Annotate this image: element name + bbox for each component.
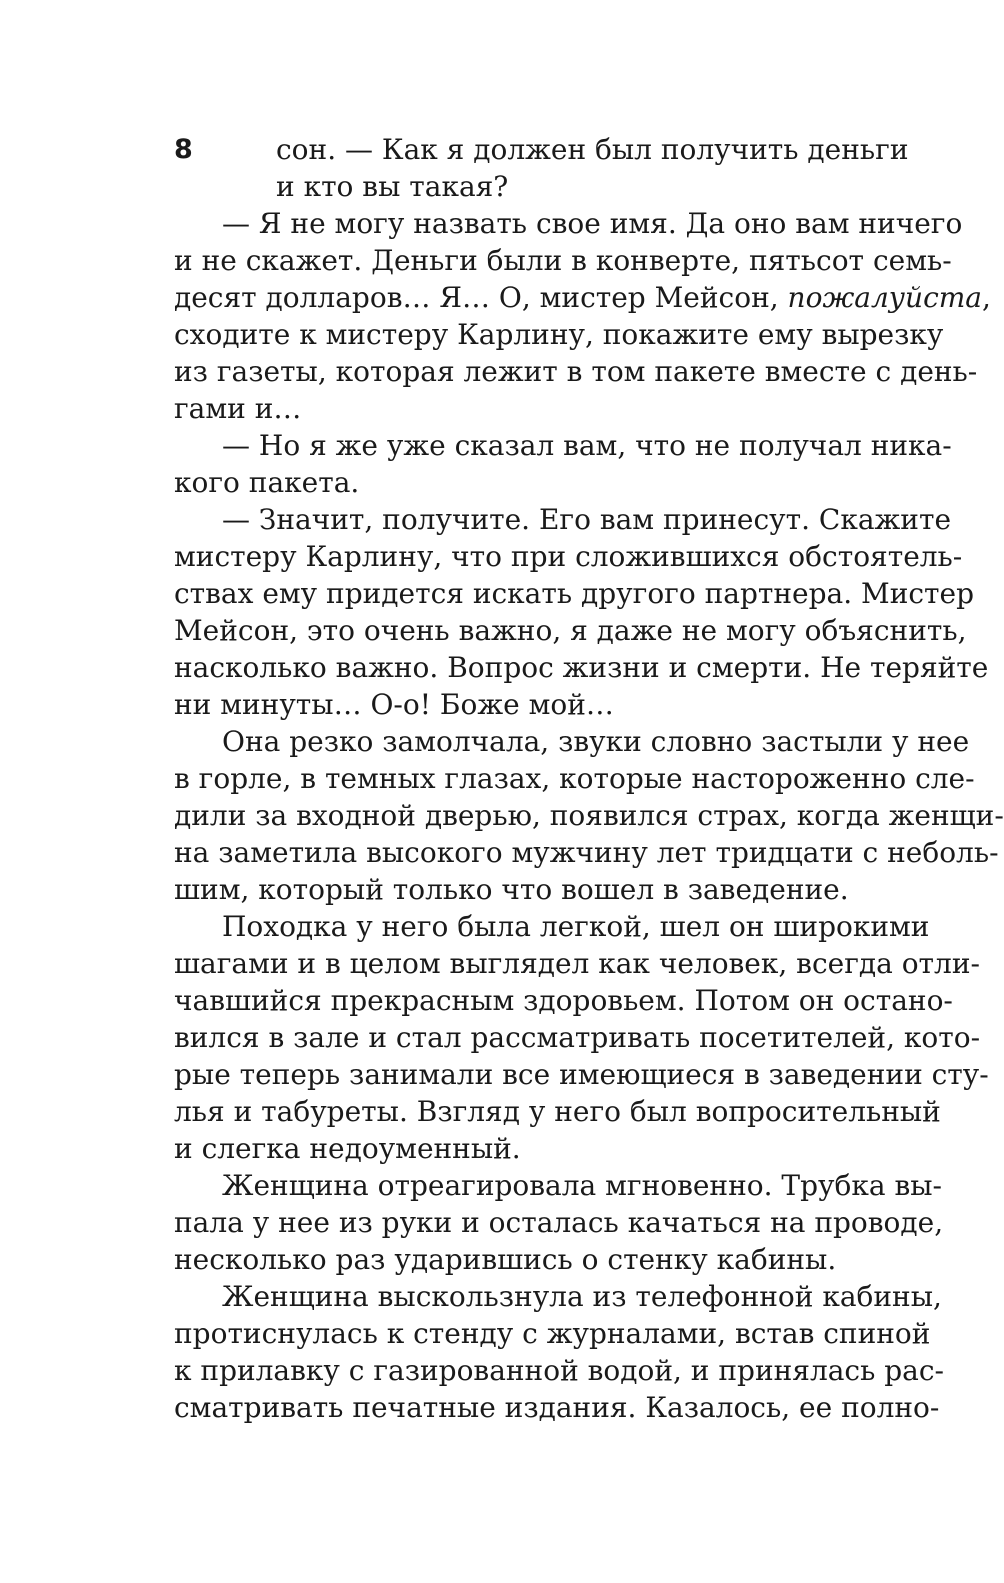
text-line: — Я не могу назвать свое имя. Да оно вам ничего	[222, 207, 963, 240]
text-line: ствах ему придется искать другого партнера. Мистер	[174, 577, 975, 610]
text-line: Мейсон, это очень важно, я даже не могу объяснить,	[174, 614, 967, 647]
text-line: шагами и в целом выглядел как человек, всегда отли-	[174, 947, 980, 980]
text-line: Женщина отреагировала мгновенно. Трубка вы-	[222, 1169, 942, 1202]
text-line: Она резко замолчала, звуки словно застыли у нее	[222, 725, 970, 758]
emphasis-word: пожалуйста	[787, 281, 982, 314]
text-line: из газеты, которая лежит в том пакете вместе с день-	[174, 355, 978, 388]
text-line: к прилавку с газированной водой, и принялась рас-	[174, 1354, 945, 1387]
text-line: мистеру Карлину, что при сложившихся обстоятель-	[174, 540, 963, 573]
text-line: Женщина выскользнула из телефонной кабины,	[222, 1280, 942, 1313]
text-line: Походка у него была легкой, шел он широкими	[222, 910, 930, 943]
text-line: — Но я же уже сказал вам, что не получал ника-	[222, 429, 952, 462]
text-line: дили за входной дверью, появился страх, когда женщи-	[174, 799, 1004, 832]
text-line: в горле, в темных глазах, которые настороженно сле-	[174, 762, 975, 795]
text-line: несколько раз ударившись о стенку кабины.	[174, 1243, 837, 1276]
text-line: и кто вы такая?	[276, 170, 509, 203]
text-line: сходите к мистеру Карлину, покажите ему вырезку	[174, 318, 944, 351]
text-line: сматривать печатные издания. Казалось, ее полно-	[174, 1391, 940, 1424]
text-line: чавшийся прекрасным здоровьем. Потом он остано-	[174, 984, 953, 1017]
text-line: гами и…	[174, 392, 302, 425]
page-number: 8	[174, 134, 193, 165]
text-line	[174, 280, 991, 316]
text-line: насколько важно. Вопрос жизни и смерти. Не теряйте	[174, 651, 989, 684]
text-line: сон. — Как я должен был получить деньги	[276, 133, 909, 166]
text-segment: ,	[982, 281, 991, 314]
text-line: — Значит, получите. Его вам принесут. Скажите	[222, 503, 952, 536]
text-segment: десят долларов… Я… О, мистер Мейсон,	[174, 281, 788, 314]
text-line: кого пакета.	[174, 466, 360, 499]
text-line: на заметила высокого мужчину лет тридцати с неболь-	[174, 836, 999, 869]
text-line: рые теперь занимали все имеющиеся в заведении сту-	[174, 1058, 989, 1091]
text-line: вился в зале и стал рассматривать посетителей, кото-	[174, 1021, 981, 1054]
text-line: и не скажет. Деньги были в конверте, пятьсот семь-	[174, 244, 952, 277]
text-line: пала у нее из руки и осталась качаться на проводе,	[174, 1206, 944, 1239]
text-line: шим, который только что вошел в заведение.	[174, 873, 849, 906]
text-line: и слегка недоуменный.	[174, 1132, 521, 1165]
text-line: протиснулась к стенду с журналами, встав спиной	[174, 1317, 931, 1350]
text-line: ни минуты… О-о! Боже мой…	[174, 688, 614, 721]
text-line: лья и табуреты. Взгляд у него был вопросительный	[174, 1095, 941, 1128]
